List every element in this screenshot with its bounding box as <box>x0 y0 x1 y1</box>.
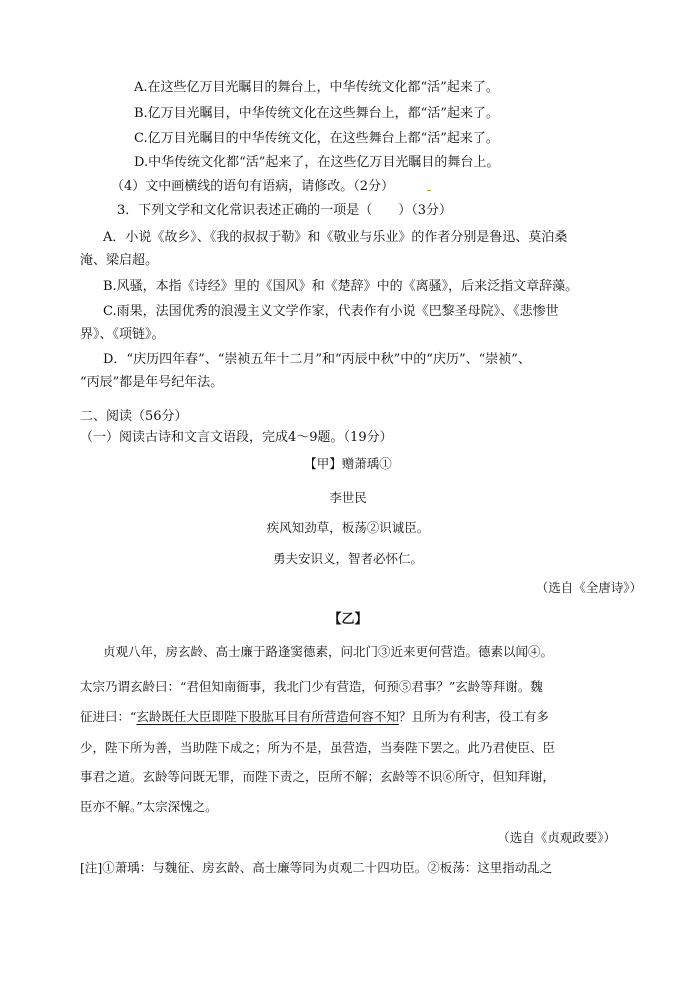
q2-sub4: （4）文中画横线的语句有语病，请修改。（2分） <box>111 179 395 194</box>
footnote: [注]①萧瑀：与魏征、房玄龄、高士廉等同为贞观二十四功臣。②板荡：这里指动乱之 <box>80 860 553 875</box>
q3-option-d-line1: D．“庆历四年春”、“崇祯五年十二月”和“丙辰中秋”中的“庆历”、“崇祯”、 <box>103 352 531 367</box>
prose-source: （选自《贞观政要》） <box>497 830 616 845</box>
q3-option-a-line1: A．小说《故乡》、《我的叔叔于勒》和《敬业与乐业》的作者分别是鲁迅、莫泊桑 <box>103 230 568 245</box>
q2-option-c: C.亿万目光瞩目的中华传统文化，在这些舞台上都“活”起来了。 <box>134 131 499 146</box>
prose-line-2: 太宗乃谓玄龄曰：“君但知南衙事，我北门少有营造，何预⑤君事？”玄龄等拜谢。魏 <box>80 679 543 694</box>
stray-mark <box>427 190 431 191</box>
poem-author: 李世民 <box>329 490 367 505</box>
q3-option-c-line1: C.雨果，法国优秀的浪漫主义文学作家，代表作有小说《巴黎圣母院》、《悲惨世 <box>103 304 559 319</box>
poem-title: 【甲】赠萧瑀① <box>304 456 392 471</box>
q3-option-b: B.风骚，本指《诗经》里的《国风》和《楚辞》中的《离骚》，后来泛指文章辞藻。 <box>103 279 579 294</box>
q3-option-a-line2: 淹、梁启超。 <box>80 253 159 268</box>
poem-source: （选自《全唐诗》） <box>535 580 642 595</box>
prose-line-4: 少，陛下所为善，当助陛下成之；所为不是，虽营造，当奏陛下罢之。此乃君使臣、臣 <box>80 740 556 755</box>
q3-option-d-line2: “丙辰”都是年号纪年法。 <box>80 375 224 390</box>
q2-option-b: B.亿万目光瞩目，中华传统文化在这些舞台上，都“活”起来了。 <box>134 106 499 121</box>
prose-line-3-end: ？且所为有利害，役工有多 <box>398 709 549 724</box>
section-heading: 二、阅读（56分） <box>80 409 188 424</box>
prose-line-3-start: 征进曰：“ <box>80 709 137 724</box>
poem-line-2: 勇夫安识义，智者必怀仁。 <box>272 551 423 566</box>
prose-line-5: 事君之道。玄龄等问既无罪，而陛下责之，臣所不解；玄龄等不识⑥所守，但知拜谢， <box>80 769 556 784</box>
poem-line-1: 疾风知劲草，板荡②识诚臣。 <box>266 520 430 535</box>
prose-line-6: 臣亦不解。”太宗深愧之。 <box>80 799 218 814</box>
prose-title: 【乙】 <box>328 612 368 627</box>
prose-line-3 <box>80 707 549 727</box>
q3-stem: 3．下列文学和文化常识表述正确的一项是（ ）（3分） <box>117 203 453 218</box>
prose-line-1: 贞观八年，房玄龄、高士廉于路逢窦德素，问北门③近来更何营造。德素以闻④。 <box>103 644 554 659</box>
q2-option-a: A.在这些亿万目光瞩目的舞台上，中华传统文化都“活”起来了。 <box>134 80 499 95</box>
underlined-sentence: 玄龄既任大臣即陛下股肱耳目有所营造何容不知 <box>136 709 399 724</box>
q3-option-c-line2: 界》、《项链》。 <box>80 327 165 342</box>
section-subheading: （一）阅读古诗和文言文语段，完成4～9题。（19分） <box>80 430 393 445</box>
q2-option-d: D.中华传统文化都“活”起来了，在这些亿万目光瞩目的舞台上。 <box>134 155 500 170</box>
